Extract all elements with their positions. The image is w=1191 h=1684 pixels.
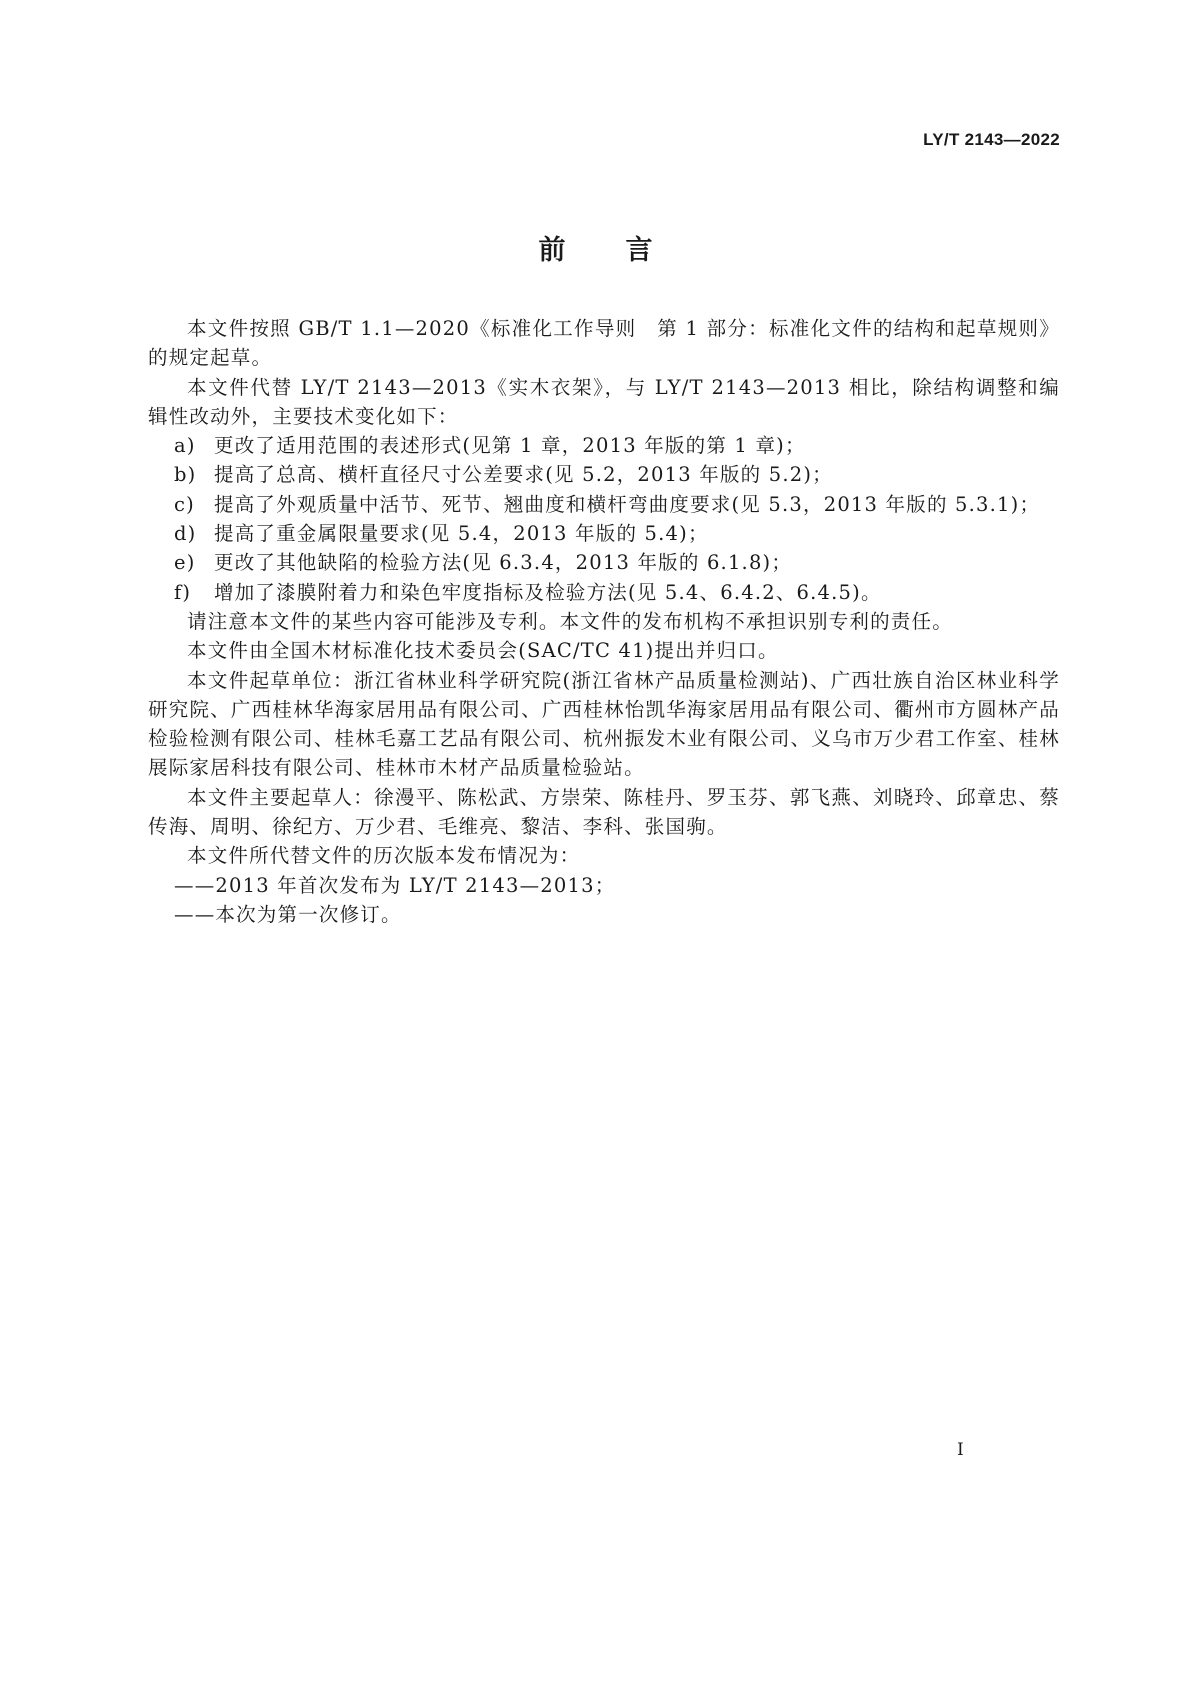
change-item xyxy=(148,578,1060,607)
change-text: 更改了适用范围的表述形式(见第 1 章，2013 年版的第 1 章)； xyxy=(214,434,806,458)
page-number: I xyxy=(957,1440,964,1460)
change-item xyxy=(148,519,1060,548)
paragraph-replacement: 本文件代替 LY/T 2143—2013《实木衣架》，与 LY/T 2143—2013 相比，除结构调整和编辑性改动外，主要技术变化如下： xyxy=(148,375,1060,428)
paragraph-drafting-units: 本文件起草单位：浙江省林业科学研究院(浙江省林产品质量检测站)、广西壮族自治区林业科学研究院、广西桂林华海家居用品有限公司、广西桂林怡凯华海家居用品有限公司、衢州市方圆林产品检验检测有限公司、桂林毛嘉工艺品有限公司、杭州振发木业有限公司、义乌市万少君工作室、桂林展际家居科技有限公司、桂林市木材产品质量检验站。 xyxy=(148,668,1060,780)
change-text: 增加了漆膜附着力和染色牢度指标及检验方法(见 5.4、6.4.2、6.4.5)。 xyxy=(214,580,882,604)
history-item: ——本次为第一次修订。 xyxy=(174,902,402,926)
change-item xyxy=(148,490,1060,519)
change-text: 提高了总高、横杆直径尺寸公差要求(见 5.2，2013 年版的 5.2)； xyxy=(214,463,833,487)
foreword-body xyxy=(148,314,1060,929)
section-title xyxy=(0,228,1191,267)
title-char: 言 xyxy=(625,235,653,266)
title-char: 前 xyxy=(538,235,566,266)
paragraph-patent-notice: 请注意本文件的某些内容可能涉及专利。本文件的发布机构不承担识别专利的责任。 xyxy=(187,609,953,633)
change-text: 提高了外观质量中活节、死节、翘曲度和横杆弯曲度要求(见 5.3，2013 年版的 5.3.1)； xyxy=(214,492,1041,516)
history-item: ——2013 年首次发布为 LY/T 2143—2013； xyxy=(174,873,616,897)
change-item xyxy=(148,431,1060,460)
change-text: 更改了其他缺陷的检验方法(见 6.3.4，2013 年版的 6.1.8)； xyxy=(214,551,793,575)
change-text: 提高了重金属限量要求(见 5.4，2013 年版的 5.4)； xyxy=(214,522,709,546)
paragraph-committee: 本文件由全国木材标准化技术委员会(SAC/TC 41)提出并归口。 xyxy=(187,639,779,663)
change-label: f) xyxy=(174,580,192,604)
change-item xyxy=(148,548,1060,577)
paragraph-drafters: 本文件主要起草人：徐漫平、陈松武、方崇荣、陈桂丹、罗玉芬、郭飞燕、刘晓玲、邱章忠、蔡传海、周明、徐纪方、万少君、毛维亮、黎洁、李科、张国驹。 xyxy=(148,785,1060,839)
change-label: e) xyxy=(174,551,196,575)
standard-code: LY/T 2143—2022 xyxy=(923,130,1060,149)
change-item xyxy=(148,460,1060,489)
change-label: a) xyxy=(174,434,196,458)
paragraph-history-intro: 本文件所代替文件的历次版本发布情况为： xyxy=(187,844,581,868)
change-label: d) xyxy=(174,522,197,546)
change-label: c) xyxy=(174,492,195,516)
change-label: b) xyxy=(174,463,197,487)
paragraph-drafting-rules: 本文件按照 GB/T 1.1—2020《标准化工作导则 第 1 部分：标准化文件的结构和起草规则》的规定起草。 xyxy=(148,317,1060,370)
